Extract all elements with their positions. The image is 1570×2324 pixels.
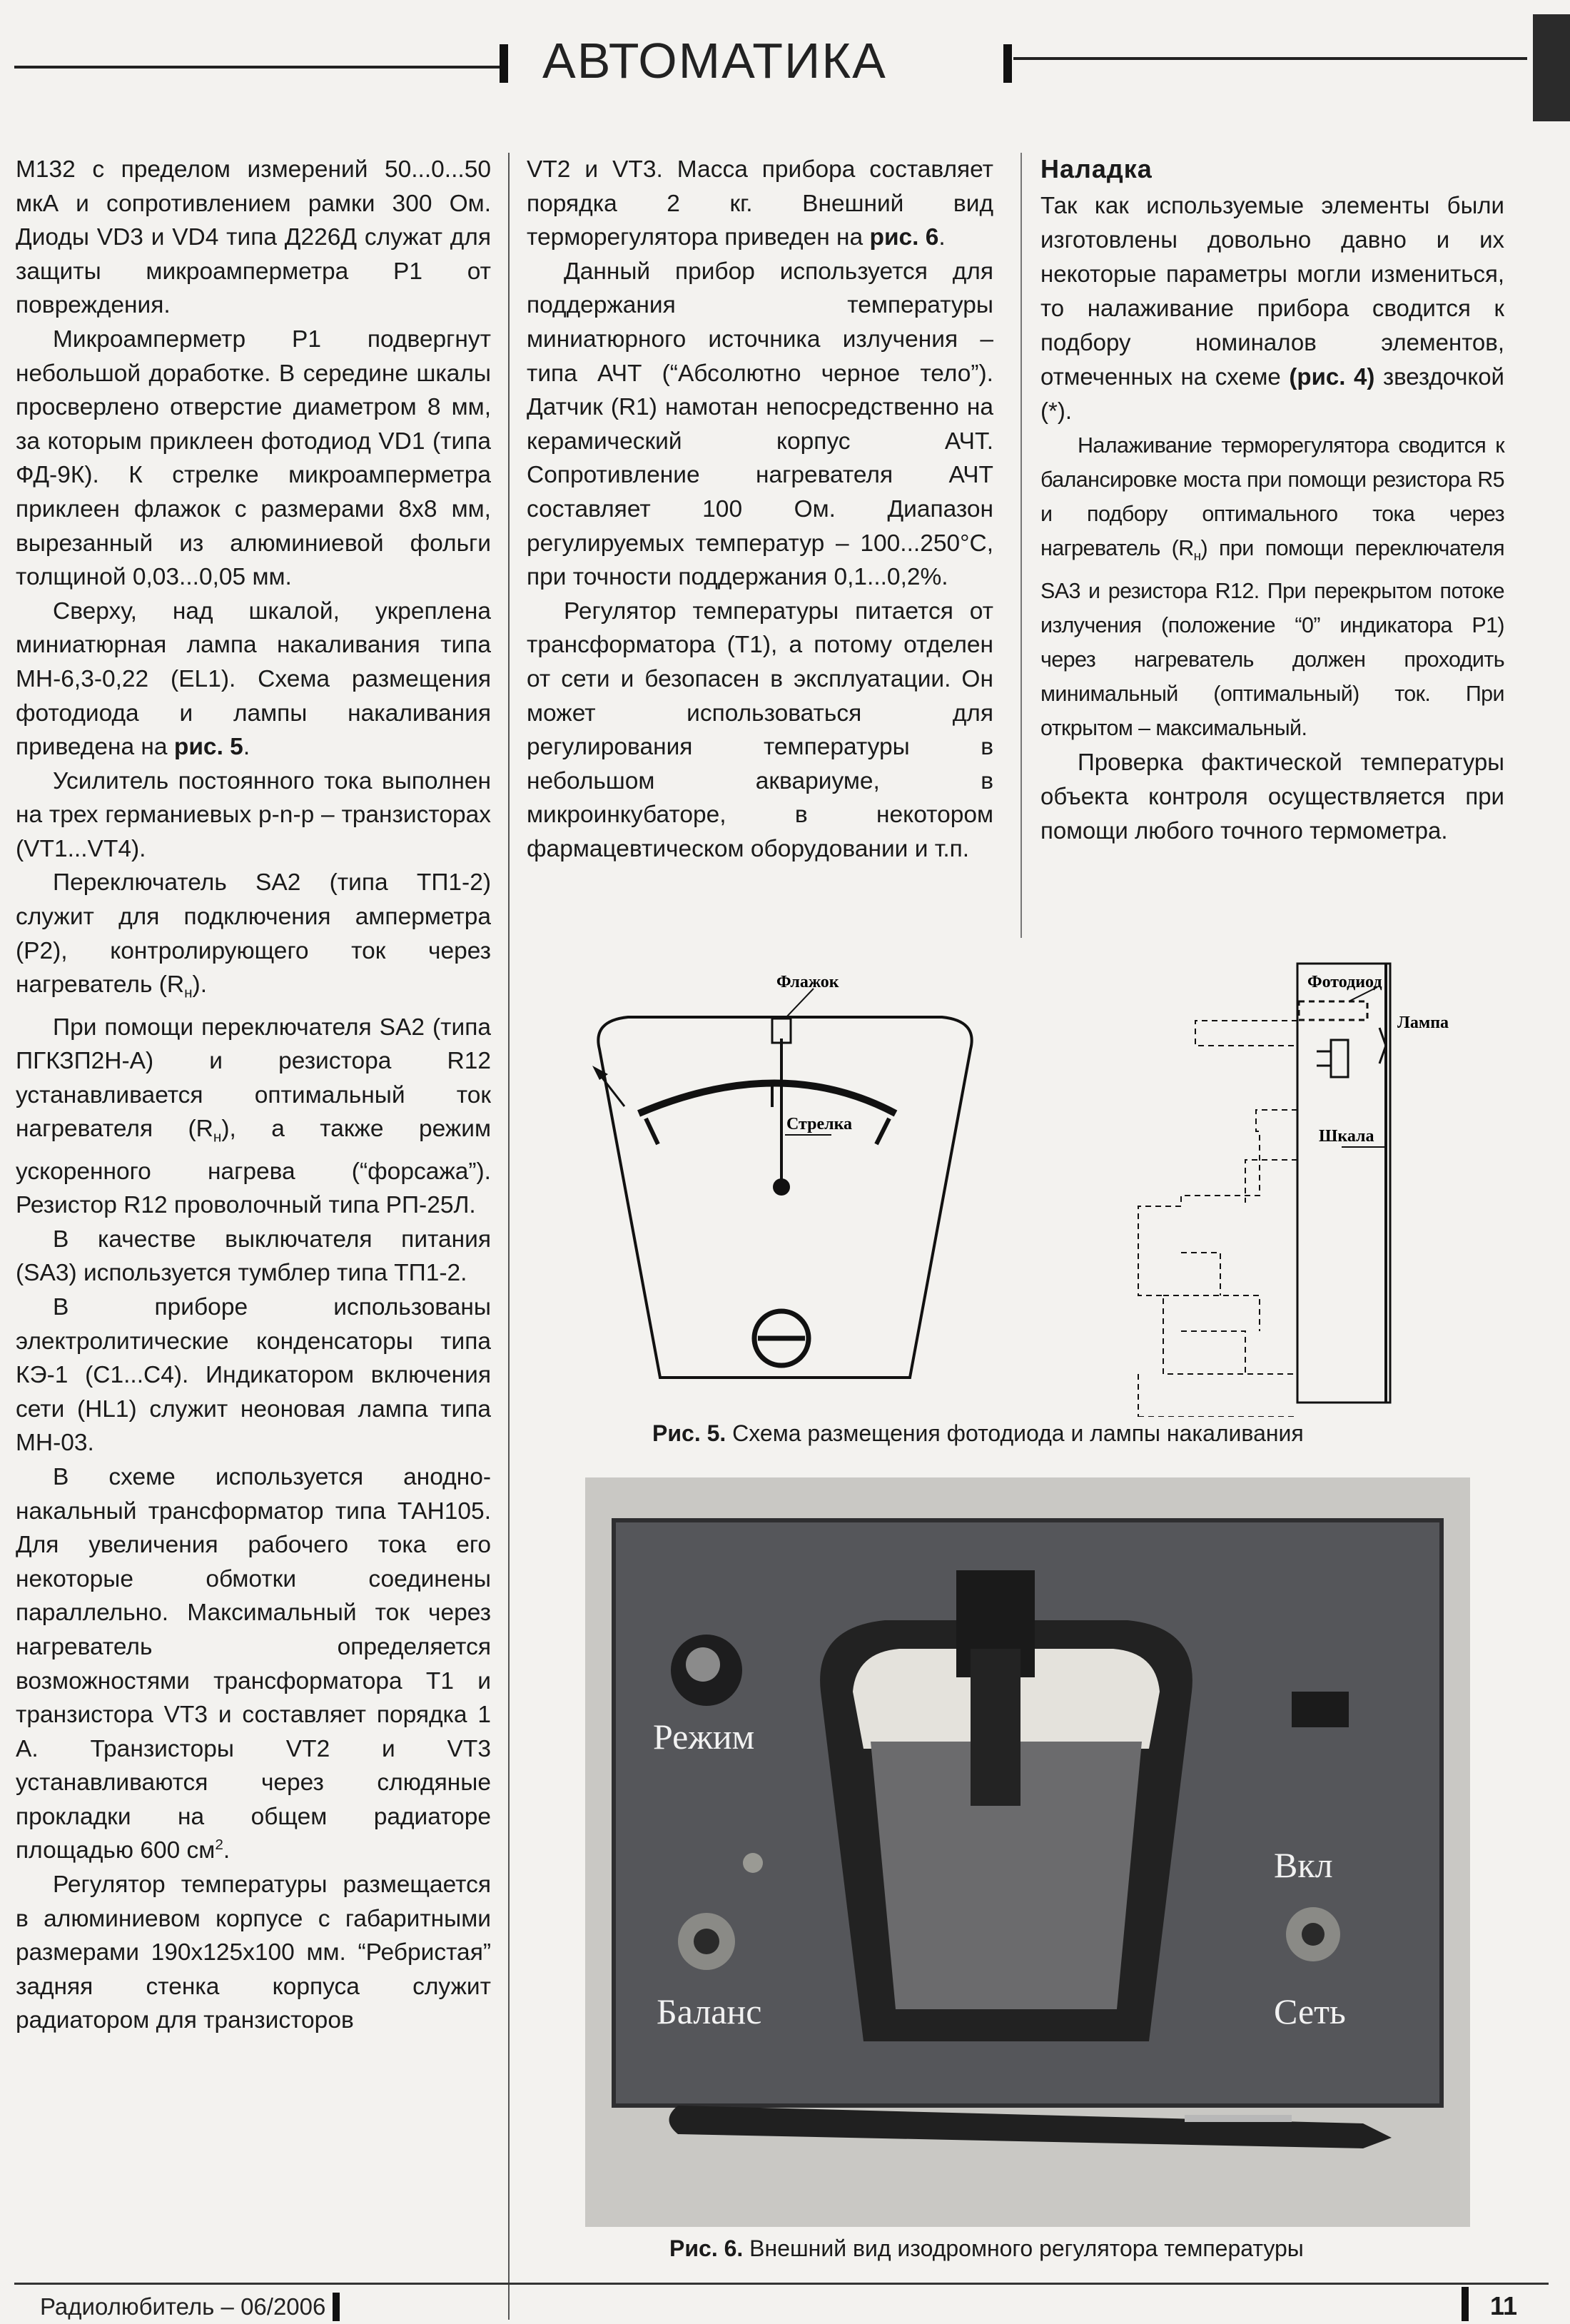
on-label: Вкл xyxy=(1274,1845,1333,1885)
figure-ref: (рис. 4) xyxy=(1289,363,1375,390)
meter-body-outline xyxy=(1245,1160,1297,1203)
meter-body-outline xyxy=(1138,1110,1297,1374)
page-number: 11 xyxy=(1490,2291,1518,2320)
paragraph xyxy=(16,1011,491,1223)
text-column-3 xyxy=(1040,153,1504,848)
magazine-issue: Радиолюбитель – 06/2006 xyxy=(40,2293,326,2320)
subscript: н xyxy=(1193,549,1201,565)
deflection-arrow xyxy=(599,1074,624,1106)
mode-knob-cap xyxy=(686,1647,720,1682)
figure-6-caption xyxy=(669,2233,1526,2264)
text: В схеме используется анодно-накальный трансформатор типа ТАН105. Для увеличения рабочего тока его некоторые обмотки соединены параллельно. Максимальный ток через нагреватель определяется возможностями трансформатора Т1 и транзистора VT3 и составляет порядка 1 А. Транзисторы VT2 и VT3 устанавливаются через слюдяные прокладки на общем радиаторе площадью 600 см xyxy=(16,1463,491,1864)
paragraph xyxy=(16,595,491,764)
text-column-1 xyxy=(16,153,491,2038)
figure-5-caption xyxy=(652,1418,1509,1449)
footer-rule xyxy=(14,2283,1549,2285)
text: . xyxy=(223,1837,231,1864)
corner-tab xyxy=(1533,14,1570,121)
text: ). xyxy=(192,971,208,999)
photodiode-label: Фотодиод xyxy=(1307,973,1382,991)
pen-clip-icon xyxy=(1185,2115,1292,2122)
paragraph xyxy=(1040,428,1504,745)
balance-label: Баланс xyxy=(657,1991,762,2031)
meter-body-outline xyxy=(1195,1021,1297,1046)
text: VT2 и VT3. Масса прибора составляет порядка 2 кг. Внешний вид терморегулятора приведен на xyxy=(527,156,993,251)
section-heading: Наладка xyxy=(1040,154,1153,183)
flag-leader xyxy=(785,989,814,1019)
flag-label: Флажок xyxy=(776,973,839,991)
paragraph xyxy=(527,153,993,255)
meter-body-outline xyxy=(1181,1331,1245,1374)
flag-holder-arm xyxy=(971,1649,1020,1806)
needle-pivot xyxy=(773,1178,790,1196)
paragraph: Регулятор температуры размещается в алюминиевом корпусе с габаритными размерами 190х125х100 мм. “Ребристая” задняя стенка корпуса служит радиатором для транзисторов xyxy=(16,1871,491,2034)
mains-label: Сеть xyxy=(1274,1991,1346,2031)
section-title: АВТОМАТИКА xyxy=(542,33,887,89)
caption-text: Внешний вид изодромного регулятора температуры xyxy=(749,2235,1304,2261)
lamp-label: Лампа xyxy=(1397,1014,1449,1032)
neon-lamp-window xyxy=(1292,1692,1349,1727)
paragraph: В качестве выключателя питания (SA3) используется тумблер типа ТП1-2. xyxy=(16,1226,491,1287)
paragraph: Усилитель постоянного тока выполнен на трех германиевых p-n-p – транзисторах (VT1...VT4). xyxy=(16,767,491,862)
power-switch-center xyxy=(1302,1923,1325,1946)
paragraph: М132 с пределом измерений 50...0...50 мкА и сопротивлением рамки 300 Ом. Диоды VD3 и VD4 типа Д226Д служат для защиты микроамперметра Р1 от повреждения. xyxy=(16,156,491,319)
column-divider-2 xyxy=(1020,153,1022,938)
header-bar-left xyxy=(500,44,508,83)
text: ) при помощи переключателя SA3 и резистора R12. При перекрытом потоке излучения (положение “0” индикатора Р1) через нагреватель должен проходить минимальный (оптимальный) ток. При открытом – максимальный. xyxy=(1040,536,1504,741)
text: ), а также режим ускоренного нагрева (“форсажа”). Резистор R12 проволочный типа РП-25Л. xyxy=(16,1116,491,1219)
caption-text: Схема размещения фотодиода и лампы накаливания xyxy=(732,1420,1304,1446)
paragraph: Микроамперметр Р1 подвергнут небольшой доработке. В середине шкалы просверлено отверстие диаметром 8 мм, за которым приклеен фотодиод VD1 (типа ФД-9К). К стрелке микроамперметра приклеен флажок с размерами 8х8 мм, вырезанный из алюминиевой фольги толщиной 0,03...0,05 мм. xyxy=(16,325,491,591)
balance-knob-center xyxy=(694,1929,719,1954)
text: Переключатель SA2 (типа ТП1-2) служит для подключения амперметра (Р2), контролирующего ток через нагреватель (R xyxy=(16,869,491,999)
subscript: н xyxy=(184,984,193,1001)
paragraph: Данный прибор используется для поддержания температуры миниатюрного источника излучения – типа АЧТ (“Абсолютно черное тело”). Датчик (R1) намотан непосредственно на керамический корпус АЧТ. Сопротивление нагревателя АЧТ составляет 100 Ом. Диапазон регулируемых температур – 100...250°С, при точности поддержания 0,1...0,2%. xyxy=(527,258,993,591)
text: Сверху, над шкалой, укреплена миниатюрная лампа накаливания типа МН-6,3-0,22 (EL1). Схема размещения фотодиода и лампы накаливания приведена на xyxy=(16,597,491,761)
indicator-led-icon xyxy=(743,1853,763,1873)
figure-5-diagram xyxy=(550,960,1506,1417)
figure-ref: рис. 6 xyxy=(869,224,939,251)
text: При помощи переключателя SA2 (типа ПГКЗП2Н-А) и резистора R12 устанавливается оптимальный ток нагревателя (R xyxy=(16,1014,491,1143)
figure-ref: рис. 5 xyxy=(173,734,243,761)
meter-body-outline xyxy=(1163,1295,1260,1331)
paragraph: В приборе использованы электролитические конденсаторы типа КЭ-1 (С1...С4). Индикатором включения сети (HL1) служит неоновая лампа типа МН-03. xyxy=(16,1293,491,1457)
scale-label: Шкала xyxy=(1319,1127,1374,1146)
text-column-2 xyxy=(527,153,993,866)
footer-bar-left xyxy=(333,2293,340,2321)
text: . xyxy=(243,734,250,761)
scale-tick xyxy=(876,1118,889,1144)
paragraph: Проверка фактической температуры объекта контроля осуществляется при помощи любого точного термометра. xyxy=(1040,749,1504,844)
header-rule-left xyxy=(14,66,500,69)
scale-tick xyxy=(646,1118,658,1144)
text: Так как используемые элементы были изготовлены довольно давно и их некоторые параметры могли измениться, то налаживание прибора сводится к подбору номиналов элементов, отмеченных на схеме xyxy=(1040,192,1504,390)
paragraph xyxy=(16,1460,491,1868)
column-divider xyxy=(508,153,510,2320)
figure-6-photo xyxy=(585,1477,1470,2227)
caption-number: Рис. 5. xyxy=(652,1420,726,1446)
superscript: 2 xyxy=(215,1837,223,1854)
paragraph xyxy=(16,866,491,1010)
side-panel xyxy=(1297,964,1390,1403)
device-photo-svg xyxy=(585,1477,1470,2227)
text: звездочкой (*). xyxy=(1040,363,1504,424)
scale-arc xyxy=(639,1083,896,1114)
needle-label: Стрелка xyxy=(786,1115,853,1133)
header-bar-right xyxy=(1003,44,1012,83)
text: Налаживание терморегулятора сводится к балансировке моста при помощи резистора R5 и подбору оптимального тока через нагреватель (R xyxy=(1040,433,1504,560)
footer-bar-right xyxy=(1462,2287,1469,2321)
paragraph xyxy=(1040,188,1504,428)
mode-label: Режим xyxy=(653,1717,755,1757)
subscript: н xyxy=(213,1129,222,1146)
paragraph: Регулятор температуры питается от трансформатора (Т1), а потому отделен от сети и безопасен в эксплуатации. Он может использоваться для регулирования температуры в небольшом аквариуме, в микроинкубаторе, в некотором фармацевтическом оборудовании и т.п. xyxy=(527,597,993,862)
header-rule-right xyxy=(1013,57,1527,60)
photodiode xyxy=(1299,1001,1367,1020)
lamp xyxy=(1331,1040,1348,1077)
meter-body-outline xyxy=(1181,1253,1220,1295)
meter-housing xyxy=(598,1017,971,1378)
caption-number: Рис. 6. xyxy=(669,2235,744,2261)
text: . xyxy=(938,224,946,251)
